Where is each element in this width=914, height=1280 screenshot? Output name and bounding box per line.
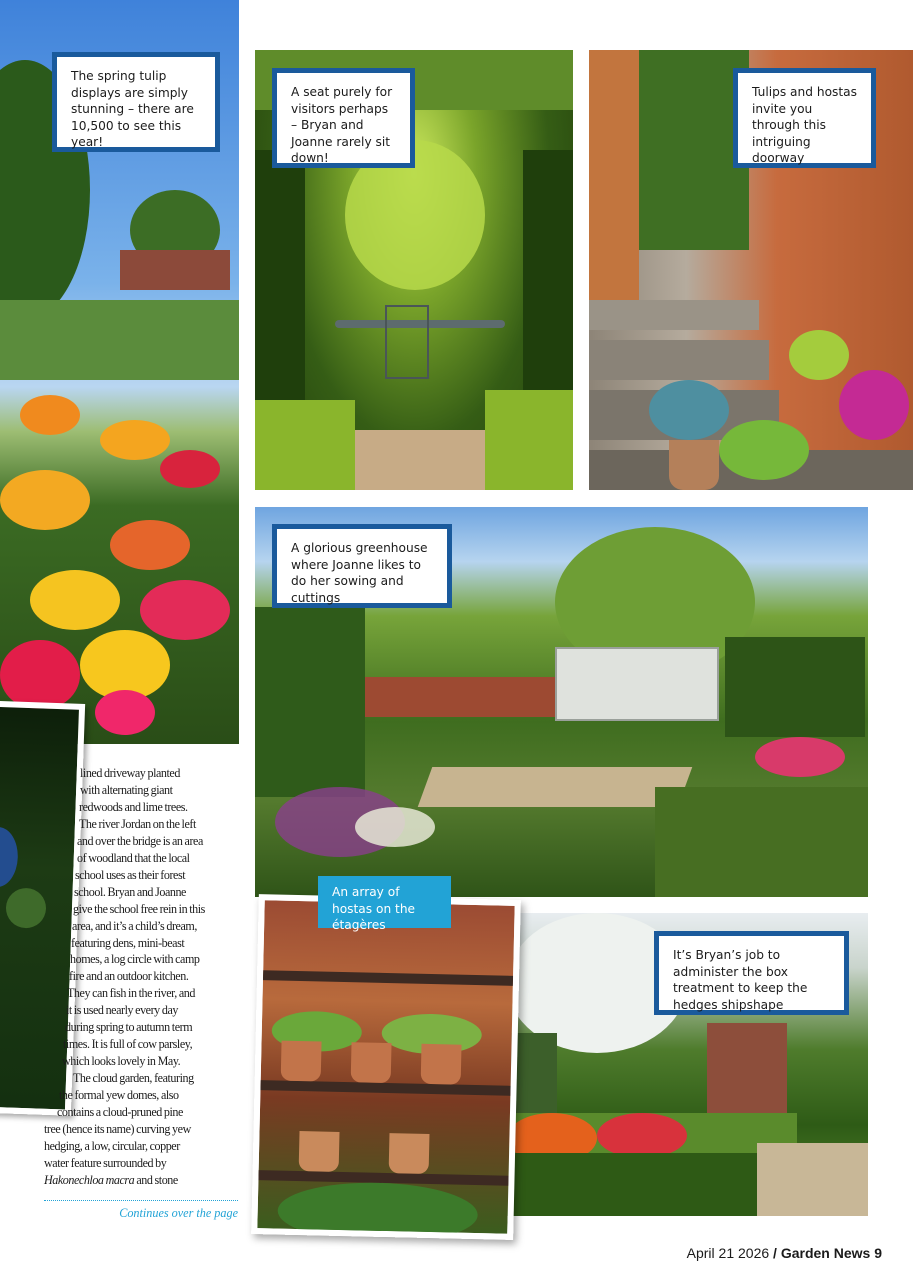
issue-date: April 21 2026	[686, 1245, 770, 1261]
caption-doorway: Tulips and hostas invite you through this intriguing doorway	[733, 68, 876, 168]
text-line: hedging, a low, circular, copper	[44, 1138, 180, 1153]
text-line: school uses as their forest	[75, 867, 186, 882]
publication-name: Garden News	[780, 1245, 871, 1261]
text-line: school. Bryan and Joanne	[74, 884, 186, 899]
caption-seat: A seat purely for visitors perhaps – Bryan and Joanne rarely sit down!	[272, 68, 415, 168]
caption-tulip-display: The spring tulip displays are simply stunning – there are 10,500 to see this year!	[52, 52, 220, 152]
text-line: The river Jordan on the left	[79, 816, 196, 831]
caption-greenhouse: A glorious greenhouse where Joanne likes to do her sowing and cuttings	[272, 524, 452, 608]
page-number: 9	[874, 1245, 882, 1261]
text-line: contains a cloud-pruned pine	[57, 1105, 183, 1120]
text-line: during spring to autumn term	[65, 1020, 193, 1035]
caption-hostas: An array of hostas on the étagères	[318, 876, 451, 928]
text-line: lined driveway planted	[80, 766, 180, 780]
text-line-tail: and stone	[134, 1172, 178, 1187]
hosta-etagere-photo	[251, 894, 521, 1240]
text-line: fire and an outdoor kitchen.	[69, 969, 189, 984]
text-line: times. It is full of cow parsley,	[63, 1037, 193, 1052]
column-rule	[44, 1200, 238, 1201]
caption-box-treatment: It’s Bryan’s job to administer the box treatment to keep the hedges shipshape	[654, 931, 849, 1015]
text-line: it is used nearly every day	[66, 1003, 178, 1018]
plant-name: Hakonechloa macra	[44, 1172, 135, 1187]
text-line: redwoods and lime trees.	[79, 799, 188, 814]
text-line: featuring dens, mini-beast	[71, 935, 185, 950]
body-text-column	[44, 765, 238, 1189]
text-line: water feature surrounded by	[44, 1155, 167, 1170]
text-line: The cloud garden, featuring	[73, 1071, 194, 1086]
text-line: They can fish in the river, and	[67, 986, 195, 1001]
text-line: the formal yew domes, also	[59, 1088, 179, 1103]
text-line: homes, a log circle with camp	[70, 952, 200, 967]
text-line	[44, 1172, 238, 1189]
text-line: tree (hence its name) curving yew	[44, 1122, 191, 1137]
continues-over-page: Continues over the page	[119, 1206, 238, 1220]
text-line: of woodland that the local	[77, 850, 190, 865]
text-line: area, and it’s a child’s dream,	[72, 918, 197, 933]
text-line: give the school free rein in this	[73, 901, 205, 916]
text-line: and over the bridge is an area	[77, 833, 203, 848]
text-line: which looks lovely in May.	[62, 1054, 181, 1069]
page-footer	[687, 1245, 882, 1261]
footer-separator: /	[769, 1245, 781, 1261]
text-line: with alternating giant	[80, 782, 173, 797]
